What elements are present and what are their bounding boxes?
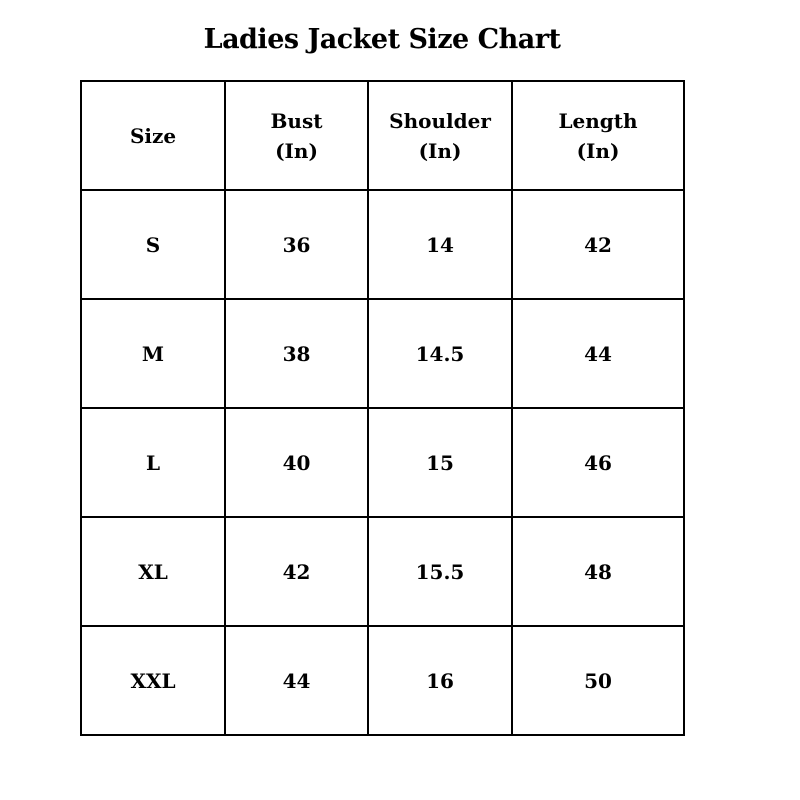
header-shoulder-label: Shoulder <box>389 108 491 133</box>
table-row <box>81 190 684 299</box>
header-bust-label: Bust <box>270 108 323 133</box>
header-length <box>512 81 684 190</box>
cell-length: 44 <box>512 299 684 408</box>
table-row <box>81 299 684 408</box>
table-header-row <box>81 81 684 190</box>
table-row <box>81 408 684 517</box>
header-length-unit: (In) <box>576 138 620 163</box>
cell-bust: 38 <box>225 299 368 408</box>
table-row <box>81 517 684 626</box>
header-bust-unit: (In) <box>275 138 318 163</box>
header-size <box>81 81 225 190</box>
cell-shoulder: 15.5 <box>368 517 512 626</box>
cell-length: 50 <box>512 626 684 735</box>
cell-size: M <box>81 299 225 408</box>
page-title: Ladies Jacket Size Chart <box>203 24 561 55</box>
cell-size: L <box>81 408 225 517</box>
cell-bust: 36 <box>225 190 368 299</box>
cell-bust: 42 <box>225 517 368 626</box>
cell-shoulder: 15 <box>368 408 512 517</box>
cell-bust: 40 <box>225 408 368 517</box>
cell-size: S <box>81 190 225 299</box>
cell-shoulder: 14.5 <box>368 299 512 408</box>
header-shoulder-unit: (In) <box>418 138 462 163</box>
table-row <box>81 626 684 735</box>
cell-shoulder: 16 <box>368 626 512 735</box>
cell-bust: 44 <box>225 626 368 735</box>
header-size-label: Size <box>129 123 177 148</box>
cell-size: XL <box>81 517 225 626</box>
cell-length: 42 <box>512 190 684 299</box>
header-length-label: Length <box>558 108 638 133</box>
cell-size: XXL <box>81 626 225 735</box>
header-bust <box>225 81 368 190</box>
header-shoulder <box>368 81 512 190</box>
size-chart-table <box>80 80 685 736</box>
cell-length: 48 <box>512 517 684 626</box>
cell-length: 46 <box>512 408 684 517</box>
cell-shoulder: 14 <box>368 190 512 299</box>
